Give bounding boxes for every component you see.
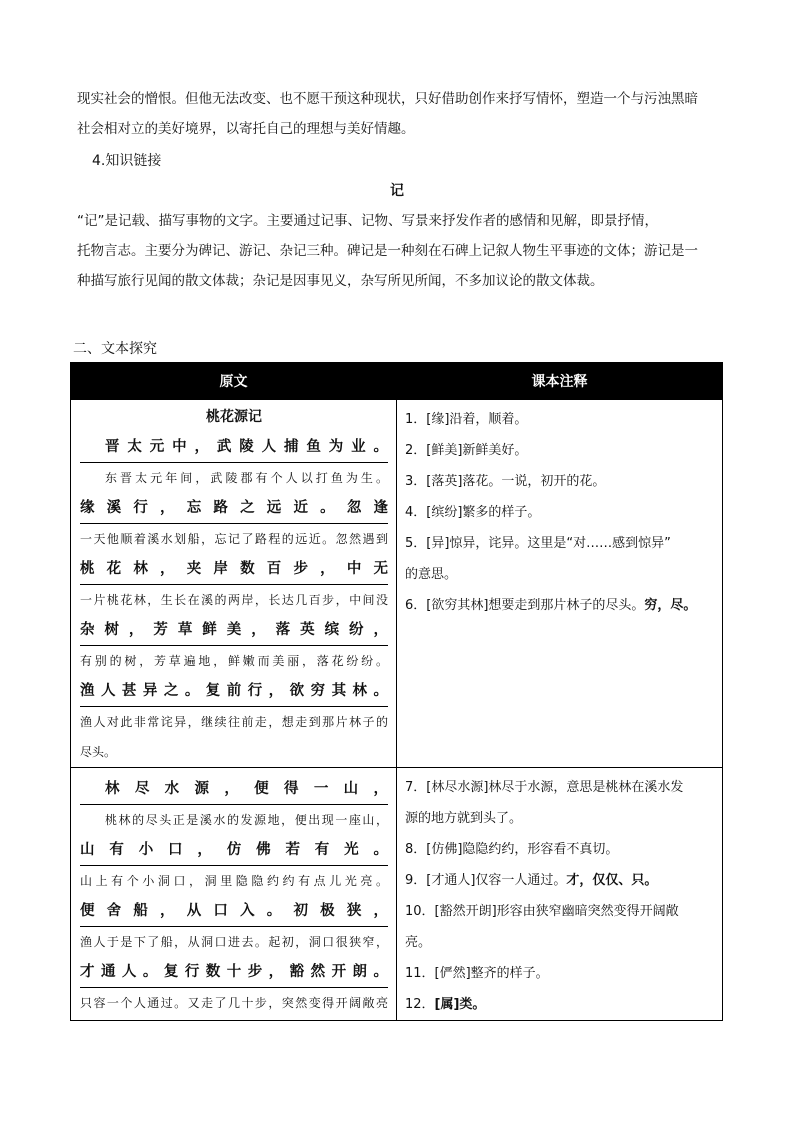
note-line: 1．[缘]沿着，顺着。 xyxy=(405,412,528,427)
note-line: 12． xyxy=(405,997,435,1012)
note-line: 5．[异]惊异，诧异。这里是“对……感到惊异” xyxy=(405,536,671,551)
table-row xyxy=(71,768,723,1021)
translation-line: 只容一个人通过。又走了几十步，突然变得开阔敞亮 xyxy=(80,996,388,1010)
translation-line: 山上有个小洞口，洞里隐隐约约有点儿光亮。 xyxy=(80,874,388,888)
original-text-line: 林尽水源，便得一山， xyxy=(80,774,388,805)
original-text-line: 杂树，芳草鲜美，落英缤纷， xyxy=(80,615,388,646)
knowledge-line: 托物言志。主要分为碑记、游记、杂记三种。碑记是一种刻在石碑上记叙人物生平事迹的文体；游记是一 xyxy=(77,243,698,259)
original-text-line: 渔人甚异之。复前行，欲穷其林。 xyxy=(80,676,388,707)
passage-title: 桃花源记 xyxy=(206,409,262,425)
note-line: 9．[才通人]仅容一人通过。 xyxy=(405,873,567,888)
original-text-line: 桃花林，夹岸数百步，中无 xyxy=(80,554,388,585)
notes-cell xyxy=(397,400,723,768)
original-text-cell xyxy=(71,400,397,768)
note-line: 的意思。 xyxy=(405,567,458,582)
original-text-line: 晋太元中，武陵人捕鱼为业。 xyxy=(80,432,388,463)
note-line: 4．[缤纷]繁多的样子。 xyxy=(405,505,541,520)
note-line: 源的地方就到头了。 xyxy=(405,811,523,826)
knowledge-paragraph xyxy=(77,206,727,296)
note-line: 穷，尽。 xyxy=(644,598,697,613)
knowledge-line: “记”是记载、描写事物的文字。主要通过记事、记物、写景来抒发作者的感情和见解，即景抒情， xyxy=(77,213,658,229)
knowledge-line: 种描写旅行见闻的散文体裁；杂记是因事见义，杂写所见所闻，不多加议论的散文体裁。 xyxy=(77,273,604,289)
original-text-line: 才通人。复行数十步，豁然开朗。 xyxy=(80,957,388,988)
section-heading-text-study: 二、文本探究 xyxy=(73,341,157,357)
note-line: 7．[林尽水源]林尽于水源，意思是桃林在溪水发 xyxy=(405,780,684,795)
intro-paragraph xyxy=(77,84,727,144)
note-line: 11．[俨然]整齐的样子。 xyxy=(405,966,549,981)
notes-cell xyxy=(397,768,723,1021)
intro-line: 现实社会的憎恨。但他无法改变、也不愿干预这种现状，只好借助创作来抒写情怀，塑造一个与污浊黑暗 xyxy=(77,91,698,107)
translation-line: 桃林的尽头正是溪水的发源地，便出现一座山， xyxy=(105,813,388,827)
note-line: [属]类。 xyxy=(434,997,486,1012)
study-table xyxy=(70,362,723,1021)
original-text-cell xyxy=(71,768,397,1021)
section-heading-knowledge: 4.知识链接 xyxy=(92,153,162,169)
note-line: 6．[欲穷其林]想要走到那片林子的尽头。 xyxy=(405,598,645,613)
translation-line: 渔人于是下了船，从洞口进去。起初，洞口很狭窄， xyxy=(80,935,388,949)
original-text-line: 缘溪行，忘路之远近。忽逢 xyxy=(80,493,388,524)
original-text-line: 便舍船，从口入。初极狭， xyxy=(80,896,388,927)
knowledge-title: 记 xyxy=(390,183,404,199)
note-line: 才，仅仅、只。 xyxy=(566,873,658,888)
note-line: 2．[鲜美]新鲜美好。 xyxy=(405,443,528,458)
intro-line: 社会相对立的美好境界，以寄托自己的理想与美好情趣。 xyxy=(77,121,415,137)
translation-line: 尽头。 xyxy=(80,745,117,759)
translation-line: 有别的树，芳草遍地，鲜嫩而美丽，落花纷纷。 xyxy=(80,654,388,668)
translation-line: 一片桃花林，生长在溪的两岸，长达几百步，中间没 xyxy=(80,593,388,607)
column-header-notes: 课本注释 xyxy=(397,363,723,400)
translation-line: 东晋太元年间，武陵郡有个人以打鱼为生。 xyxy=(105,471,388,485)
original-text-line: 山有小口，仿佛若有光。 xyxy=(80,835,388,866)
note-line: 10．[豁然开朗]形容由狭窄幽暗突然变得开阔敞 xyxy=(405,904,679,919)
translation-line: 一天他顺着溪水划船，忘记了路程的远近。忽然遇到 xyxy=(80,532,388,546)
translation-line: 渔人对此非常诧异，继续往前走，想走到那片林子的 xyxy=(80,715,388,729)
note-line: 8．[仿佛]隐隐约约，形容看不真切。 xyxy=(405,842,619,857)
note-line: 亮。 xyxy=(405,935,432,950)
table-row xyxy=(71,400,723,768)
note-line: 3．[落英]落花。一说，初开的花。 xyxy=(405,474,606,489)
column-header-original: 原文 xyxy=(71,363,397,400)
